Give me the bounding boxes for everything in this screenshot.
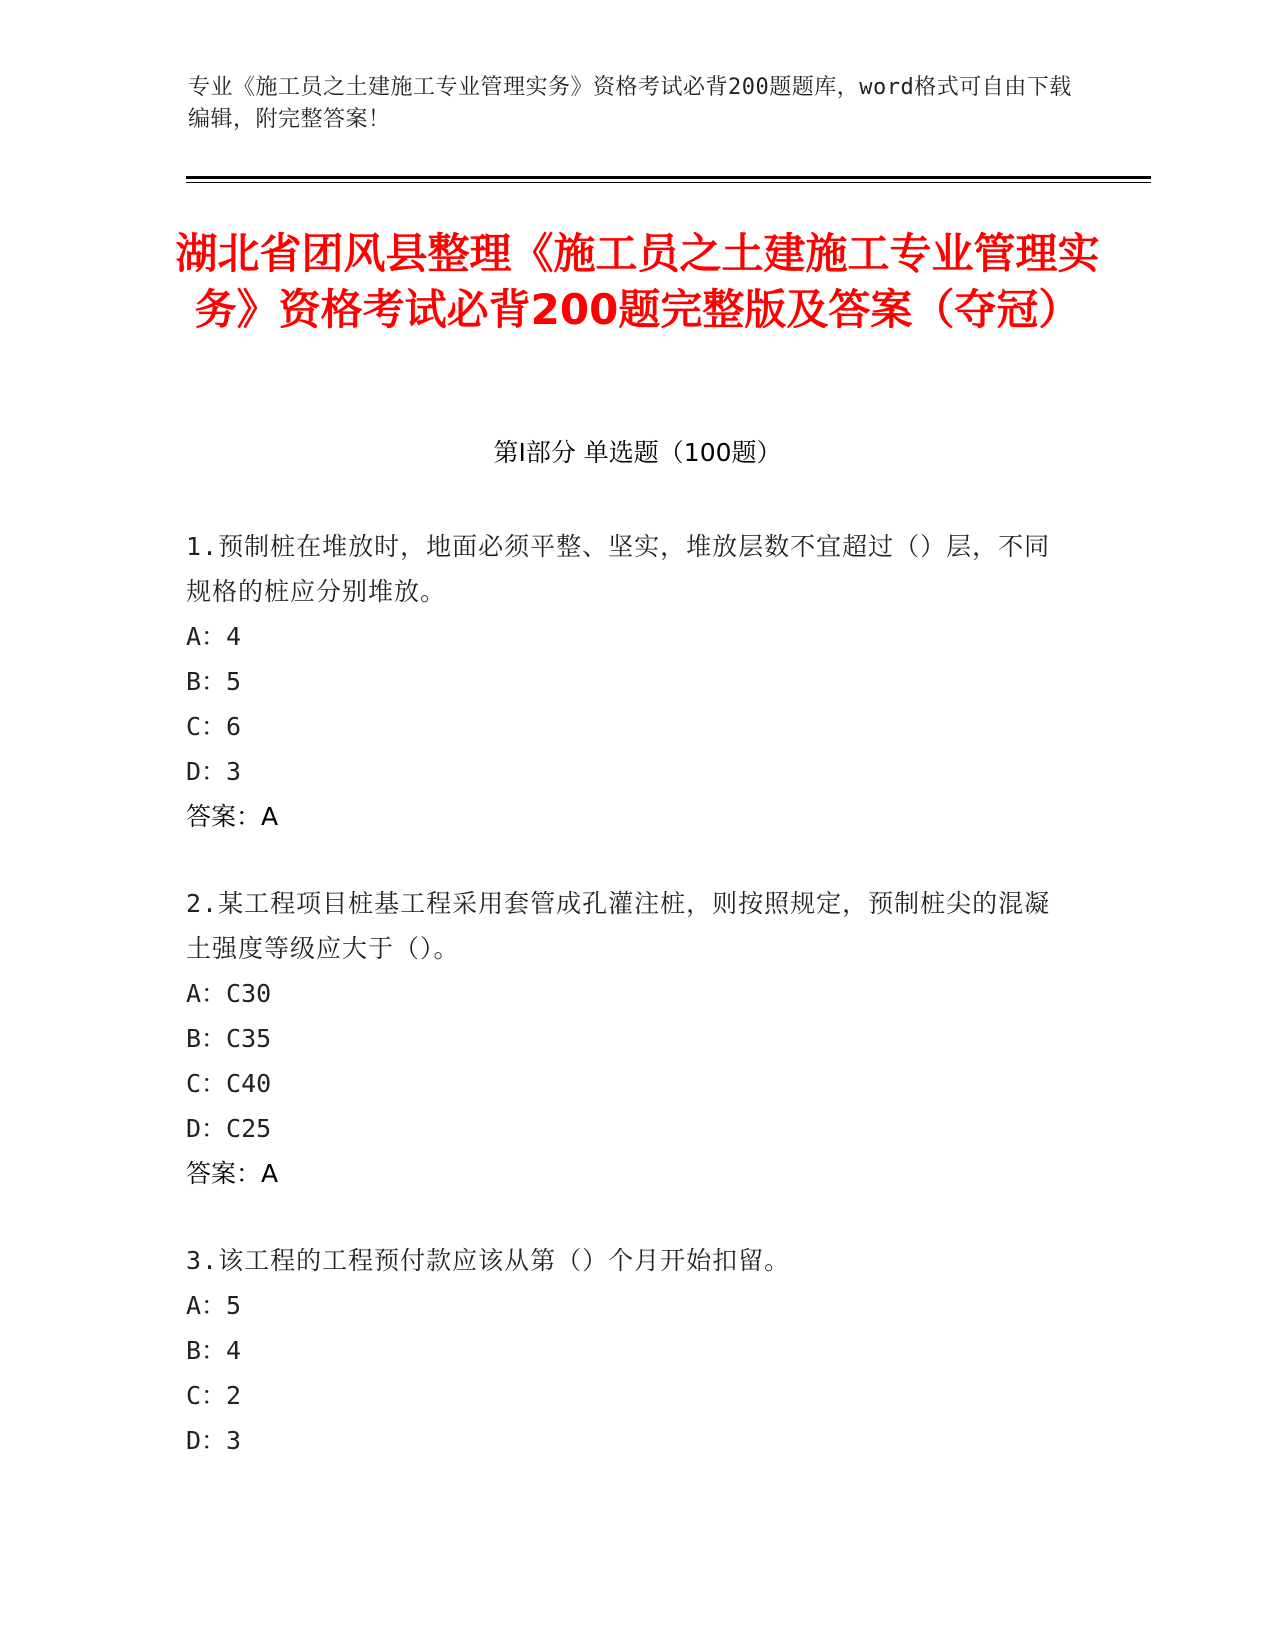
header-divider-thin bbox=[186, 182, 1151, 183]
document-title: 湖北省团风县整理《施工员之土建施工专业管理实务》资格考试必背200题完整版及答案（夺冠） bbox=[175, 229, 1100, 334]
question-stem: 1.预制桩在堆放时，地面必须平整、坚实，堆放层数不宜超过（）层，不同规格的桩应分别堆放。 bbox=[186, 532, 1051, 606]
question-1 bbox=[186, 524, 1066, 839]
option-d: D：3 bbox=[186, 757, 242, 786]
header-divider-thick bbox=[186, 176, 1151, 179]
option-d: D：C25 bbox=[186, 1114, 272, 1143]
question-list bbox=[186, 524, 1066, 1505]
option-c: C：C40 bbox=[186, 1069, 272, 1098]
option-b: B：4 bbox=[186, 1336, 242, 1365]
question-stem: 2.某工程项目桩基工程采用套管成孔灌注桩，则按照规定，预制桩尖的混凝土强度等级应大于（）。 bbox=[186, 889, 1051, 963]
question-stem: 3.该工程的工程预付款应该从第（）个月开始扣留。 bbox=[186, 1246, 791, 1275]
option-b: B：C35 bbox=[186, 1024, 272, 1053]
answer: 答案：A bbox=[186, 1159, 279, 1188]
option-a: A：C30 bbox=[186, 979, 272, 1008]
question-2 bbox=[186, 881, 1066, 1196]
question-3 bbox=[186, 1238, 1066, 1463]
option-d: D：3 bbox=[186, 1426, 242, 1455]
header-note: 专业《施工员之土建施工专业管理实务》资格考试必背200题题库，word格式可自由下载编辑，附完整答案！ bbox=[188, 75, 1072, 132]
answer: 答案：A bbox=[186, 802, 279, 831]
option-a: A：5 bbox=[186, 1291, 242, 1320]
option-a: A：4 bbox=[186, 622, 242, 651]
option-c: C：2 bbox=[186, 1381, 242, 1410]
section-title: 第I部分 单选题（100题） bbox=[493, 438, 782, 467]
option-c: C：6 bbox=[186, 712, 242, 741]
option-b: B：5 bbox=[186, 667, 242, 696]
